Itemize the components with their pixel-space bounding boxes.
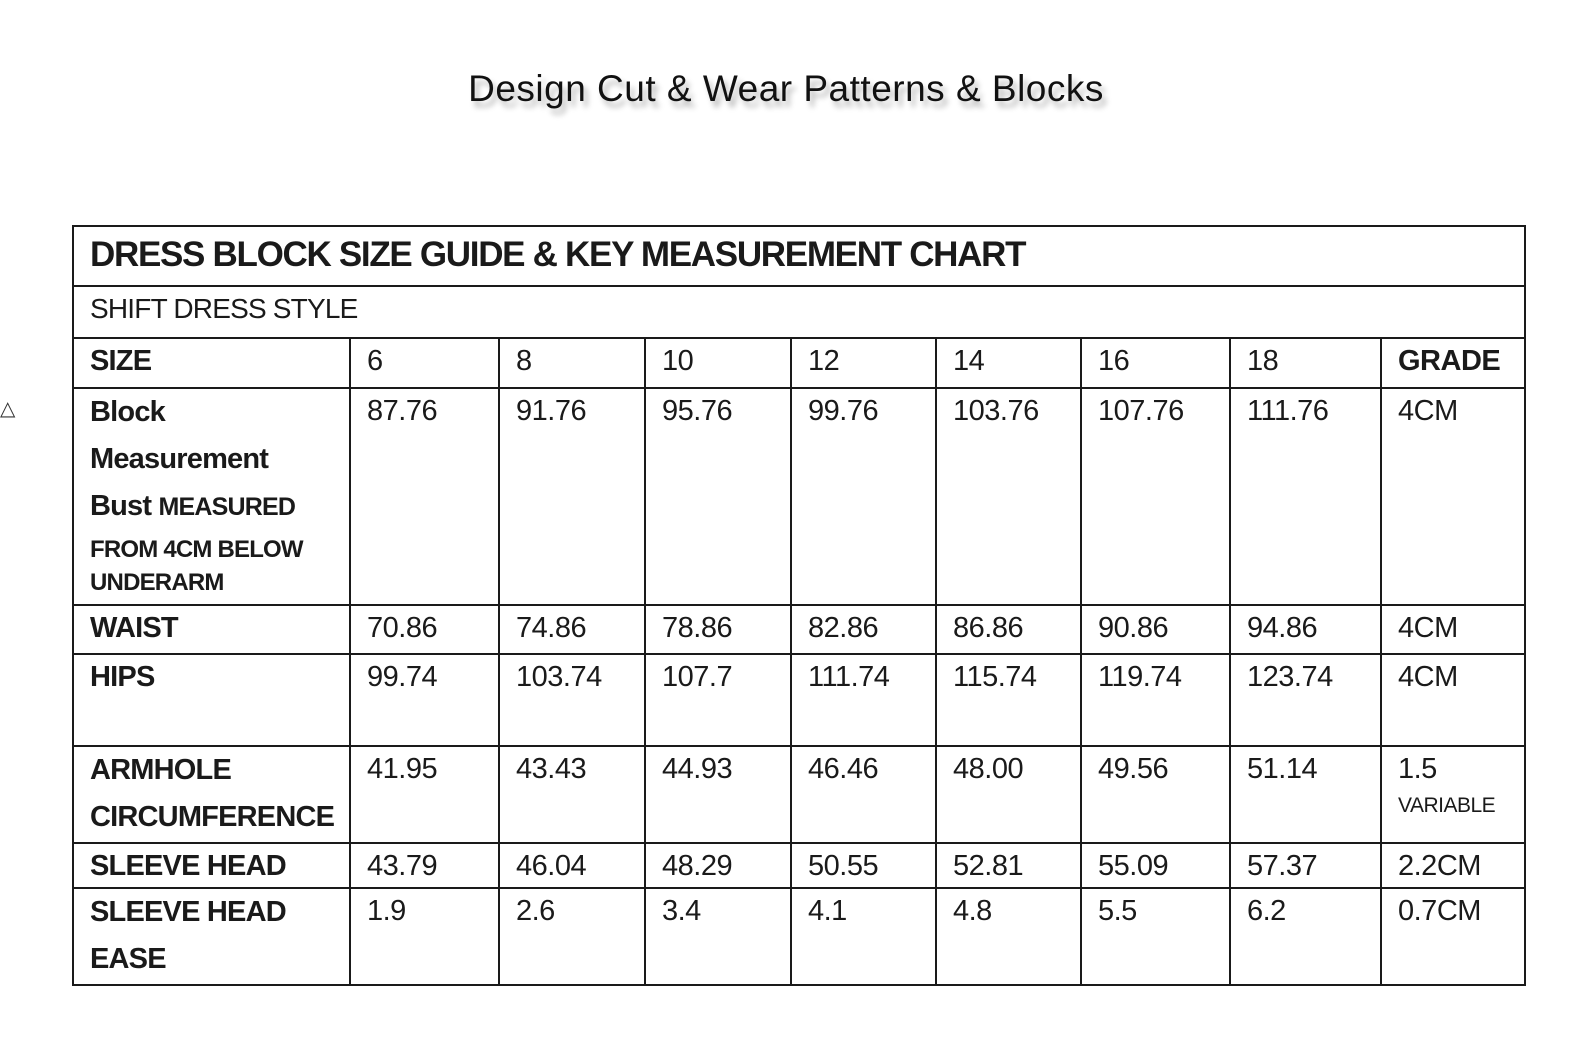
label-line: SLEEVE HEAD bbox=[90, 896, 286, 928]
cell: 57.37 bbox=[1230, 843, 1381, 888]
cell: 43.43 bbox=[499, 746, 645, 843]
cell: 3.4 bbox=[645, 888, 791, 985]
label-line: EASE bbox=[90, 943, 166, 975]
cell: 78.86 bbox=[645, 605, 791, 654]
size-col: 6 bbox=[350, 338, 499, 388]
grade-cell: 0.7CM bbox=[1381, 888, 1525, 985]
cell: 43.79 bbox=[350, 843, 499, 888]
cell: 123.74 bbox=[1230, 654, 1381, 746]
size-col: 10 bbox=[645, 338, 791, 388]
cell: 5.5 bbox=[1081, 888, 1230, 985]
size-chart-table bbox=[72, 225, 1526, 986]
row-label bbox=[73, 888, 350, 985]
cell: 119.74 bbox=[1081, 654, 1230, 746]
cell: 94.86 bbox=[1230, 605, 1381, 654]
row-label: HIPS bbox=[73, 654, 350, 746]
table-row-waist bbox=[73, 605, 1525, 654]
cell: 90.86 bbox=[1081, 605, 1230, 654]
size-header: SIZE bbox=[73, 338, 350, 388]
grade-cell bbox=[1381, 746, 1525, 843]
cell: 87.76 bbox=[350, 388, 499, 605]
table-row-sleeve-head bbox=[73, 843, 1525, 888]
cell: 49.56 bbox=[1081, 746, 1230, 843]
label-bust: Bust bbox=[90, 490, 152, 522]
cell: 48.00 bbox=[936, 746, 1081, 843]
grade-value: 1.5 bbox=[1398, 753, 1437, 785]
cell: 41.95 bbox=[350, 746, 499, 843]
table-row-armhole bbox=[73, 746, 1525, 843]
cell: 107.7 bbox=[645, 654, 791, 746]
size-col: 12 bbox=[791, 338, 936, 388]
cell: 70.86 bbox=[350, 605, 499, 654]
label-line: Measurement bbox=[90, 443, 269, 475]
label-line: FROM 4CM BELOW bbox=[90, 536, 303, 563]
cell: 103.74 bbox=[499, 654, 645, 746]
cell: 111.76 bbox=[1230, 388, 1381, 605]
size-col: 16 bbox=[1081, 338, 1230, 388]
label-line bbox=[90, 483, 349, 531]
cell: 99.74 bbox=[350, 654, 499, 746]
size-col: 14 bbox=[936, 338, 1081, 388]
page-title: Design Cut & Wear Patterns & Blocks bbox=[468, 68, 1104, 109]
table-row-bust bbox=[73, 388, 1525, 605]
header-row bbox=[73, 338, 1525, 388]
cell: 48.29 bbox=[645, 843, 791, 888]
size-col: 18 bbox=[1230, 338, 1381, 388]
cell: 111.74 bbox=[791, 654, 936, 746]
cell: 52.81 bbox=[936, 843, 1081, 888]
grade-cell: 4CM bbox=[1381, 654, 1525, 746]
grade-header: GRADE bbox=[1381, 338, 1525, 388]
cell: 1.9 bbox=[350, 888, 499, 985]
cell: 74.86 bbox=[499, 605, 645, 654]
row-label: WAIST bbox=[73, 605, 350, 654]
cell: 50.55 bbox=[791, 843, 936, 888]
cell: 99.76 bbox=[791, 388, 936, 605]
grade-note: VARIABLE bbox=[1398, 794, 1496, 818]
label-line: UNDERARM bbox=[90, 569, 224, 596]
cell: 95.76 bbox=[645, 388, 791, 605]
cell: 82.86 bbox=[791, 605, 936, 654]
table-subtitle: SHIFT DRESS STYLE bbox=[73, 286, 1525, 338]
label-note: MEASURED bbox=[158, 493, 296, 521]
table-title: DRESS BLOCK SIZE GUIDE & KEY MEASUREMENT CHART bbox=[73, 226, 1525, 286]
size-col: 8 bbox=[499, 338, 645, 388]
label-line: CIRCUMFERENCE bbox=[90, 801, 335, 833]
grade-cell: 4CM bbox=[1381, 605, 1525, 654]
row-label: SLEEVE HEAD bbox=[73, 843, 350, 888]
grade-cell: 2.2CM bbox=[1381, 843, 1525, 888]
row-label bbox=[73, 388, 350, 605]
cell: 107.76 bbox=[1081, 388, 1230, 605]
cell: 2.6 bbox=[499, 888, 645, 985]
cell: 103.76 bbox=[936, 388, 1081, 605]
cell: 55.09 bbox=[1081, 843, 1230, 888]
cell: 51.14 bbox=[1230, 746, 1381, 843]
cell: 6.2 bbox=[1230, 888, 1381, 985]
cell: 4.1 bbox=[791, 888, 936, 985]
cell: 44.93 bbox=[645, 746, 791, 843]
stray-mark: △ bbox=[0, 398, 16, 420]
cell: 115.74 bbox=[936, 654, 1081, 746]
grade-cell: 4CM bbox=[1381, 388, 1525, 605]
table-row-hips bbox=[73, 654, 1525, 746]
cell: 46.46 bbox=[791, 746, 936, 843]
cell: 86.86 bbox=[936, 605, 1081, 654]
table-row-sleeve-head-ease bbox=[73, 888, 1525, 985]
label-line: Block bbox=[90, 396, 165, 428]
cell: 4.8 bbox=[936, 888, 1081, 985]
cell: 91.76 bbox=[499, 388, 645, 605]
label-line: ARMHOLE bbox=[90, 754, 232, 786]
cell: 46.04 bbox=[499, 843, 645, 888]
row-label bbox=[73, 746, 350, 843]
